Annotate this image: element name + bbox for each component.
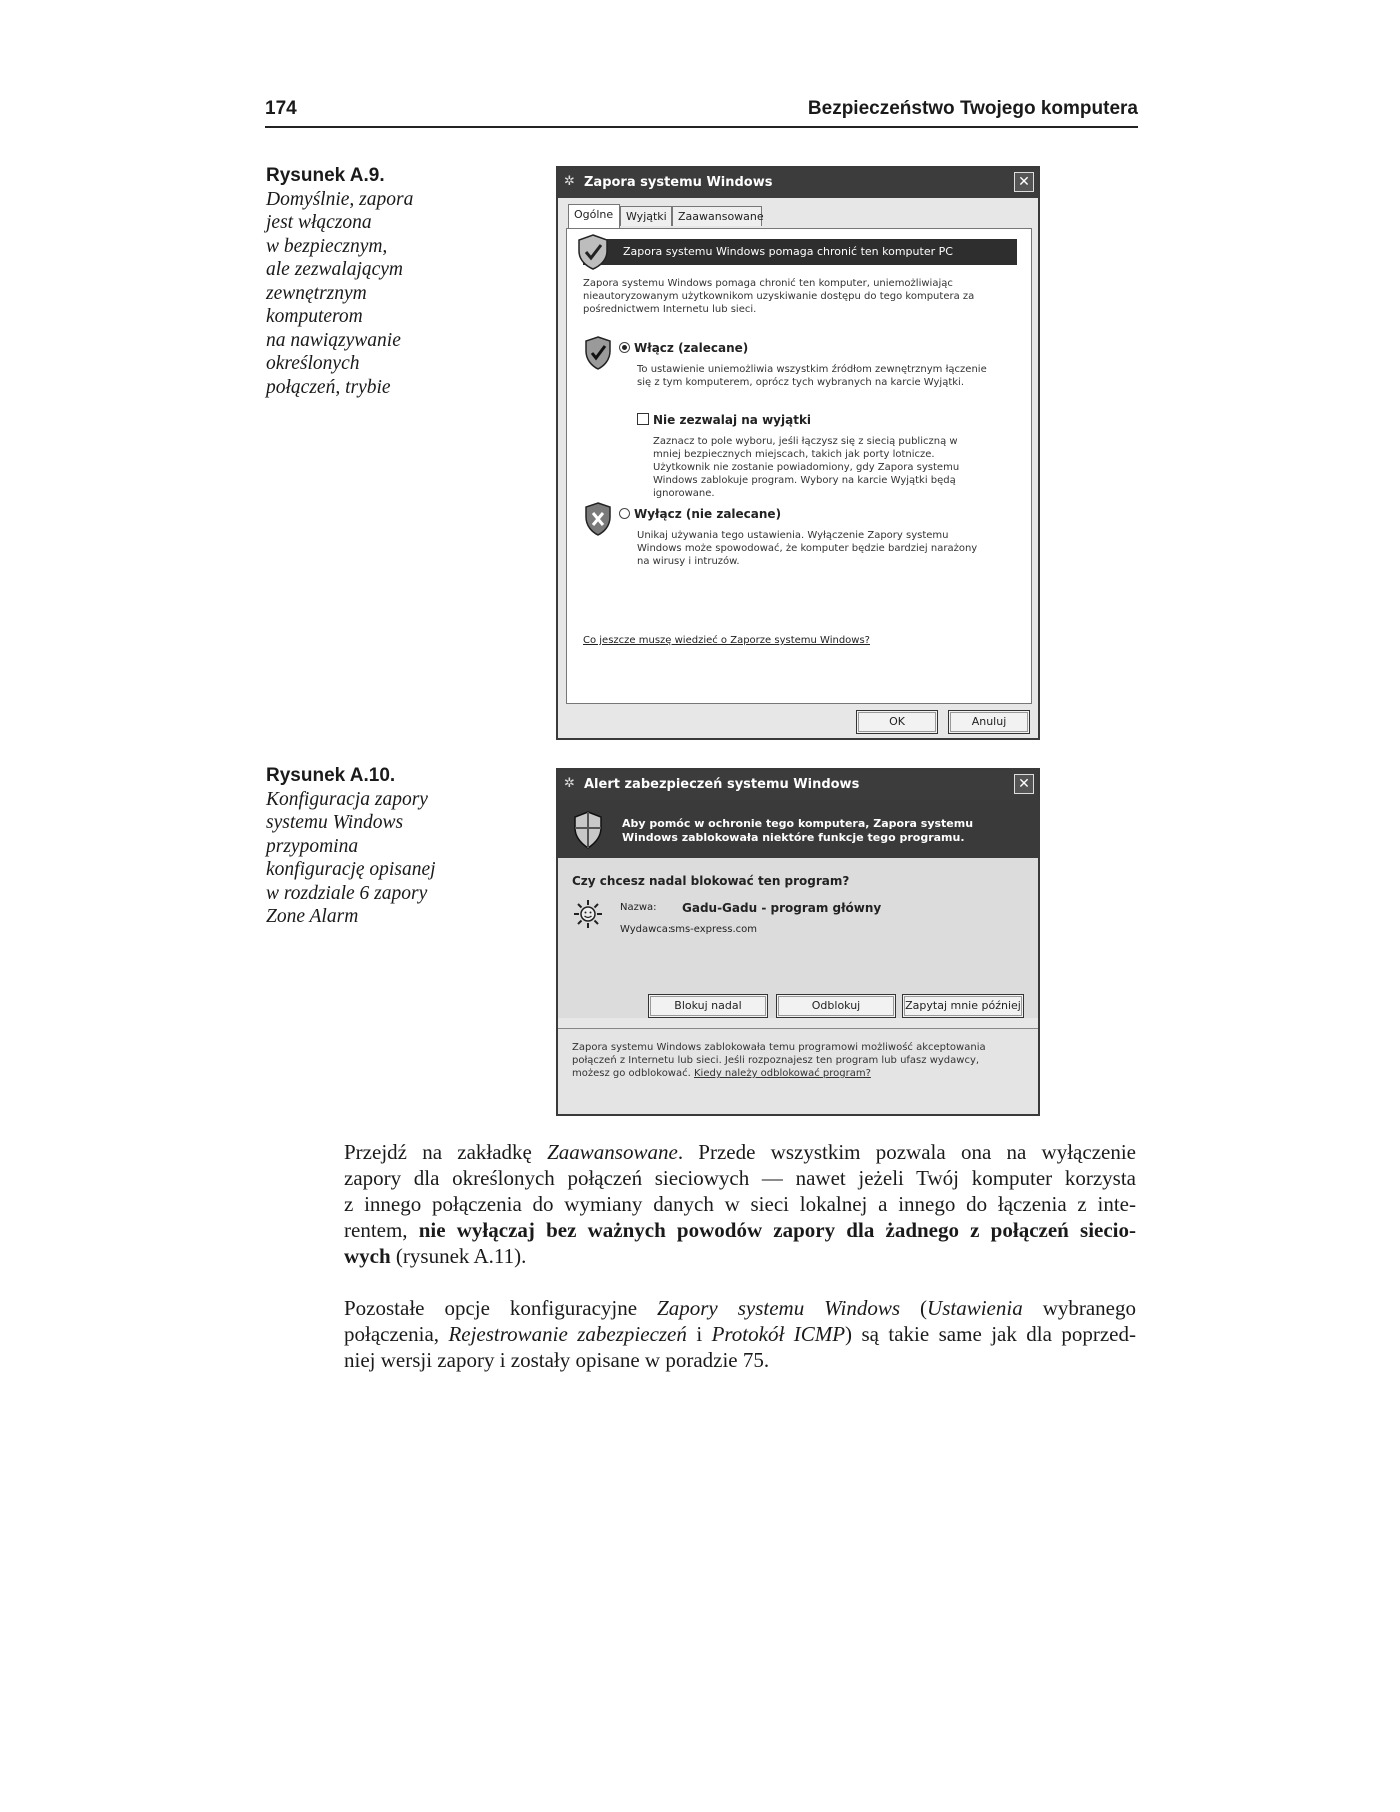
publisher-label: Wydawca: [620, 924, 672, 935]
text-run-italic: Zapory systemu Windows [657, 1296, 901, 1320]
desc-line: Użytkownik nie zostanie powiadomiony, gdy Zapora systemu [653, 462, 960, 473]
paragraph-line: niej wersji zapory i zostały opisane w poradzie 75. [344, 1348, 770, 1372]
desc-line: Windows może spowodować, że komputer będzie bardziej narażony [637, 543, 978, 554]
text-run: Pozostałe opcje konfiguracyjne [344, 1296, 658, 1320]
text-run-bold: nie wyłączaj bez ważnych powodów zapory dla żadnego z połączeń siecio- [418, 1218, 1136, 1242]
desc-line: Unikaj używania tego ustawienia. Wyłączenie Zapory systemu [637, 530, 949, 541]
caption-line: komputerom [266, 306, 363, 327]
desc-line: To ustawienie uniemożliwia wszystkim źródłom zewnętrznym łączenie [637, 364, 987, 375]
option-on-label: Włącz (zalecane) [634, 341, 749, 355]
name-label: Nazwa: [620, 902, 657, 913]
figure-10-caption [266, 764, 466, 929]
paragraph-1 [344, 1139, 1136, 1269]
caption-line: Domyślnie, zapora [266, 188, 414, 210]
alert-question: Czy chcesz nadal blokować ten program? [572, 874, 850, 888]
caption-line: konfigurację opisanej [266, 859, 436, 880]
desc-line: Windows zablokuje program. Wybory na karcie Wyjątki będą [653, 475, 956, 486]
tab-advanced[interactable]: Zaawansowane [672, 206, 762, 226]
caption-line: w bezpiecznym, [266, 235, 388, 257]
text-run: (rysunek A.11). [390, 1244, 527, 1268]
option-off-description [637, 529, 1017, 568]
ask-later-button[interactable]: Zapytaj mnie później [902, 994, 1024, 1018]
text-run-italic: Protokół ICMP [711, 1322, 846, 1346]
caption-line: ale zezwalającym [266, 259, 404, 280]
figure-10-label: Rysunek A.10. [266, 765, 396, 786]
figure-9-label: Rysunek A.9. [266, 165, 385, 186]
desc-line: mniej bezpiecznych miejscach, takich jak porty lotnicze. [653, 449, 935, 460]
security-alert-dialog [556, 768, 1040, 1116]
caption-line: przypomina [266, 835, 359, 857]
when-unblock-link[interactable]: Kiedy należy odblokować program? [693, 1068, 871, 1079]
keep-blocking-button[interactable]: Blokuj nadal [648, 994, 768, 1018]
caption-line: Zone Alarm [266, 906, 359, 927]
desc-line: na wirusy i intruzów. [637, 556, 740, 567]
banner-text: Zapora systemu Windows pomaga chronić ten komputer PC [623, 245, 953, 258]
caption-line: Konfiguracja zapory [266, 788, 428, 810]
tab-panel-general [566, 228, 1032, 704]
caption-line: określonych [266, 353, 360, 374]
radio-disable-indicator[interactable] [619, 508, 630, 519]
alert-footer-text [572, 1041, 1022, 1080]
close-icon[interactable]: ✕ [1014, 774, 1034, 794]
paragraph-line [344, 1217, 1136, 1243]
caption-line: systemu Windows [266, 812, 404, 833]
radio-disable[interactable] [619, 507, 781, 521]
checkbox-label: Nie zezwalaj na wyjątki [653, 413, 812, 427]
tab-general[interactable]: Ogólne [568, 204, 620, 228]
desc-line: ignorowane. [653, 488, 715, 499]
checkbox-description [653, 435, 1019, 500]
alert-app-icon: ✲ [564, 776, 575, 791]
text-run-italic: Ustawienia [927, 1296, 1023, 1320]
paragraph-line [344, 1295, 1136, 1321]
caption-line: w rozdziale 6 zapory [266, 882, 428, 904]
option-off-label: Wyłącz (nie zalecane) [634, 507, 782, 521]
unblock-button[interactable]: Odblokuj [776, 994, 896, 1018]
firewall-app-icon: ✲ [564, 174, 575, 189]
text-run: wybranego [1022, 1296, 1136, 1320]
name-value: Gadu-Gadu - program główny [682, 901, 882, 915]
help-link[interactable]: Co jeszcze muszę wiedzieć o Zaporze systemu Windows? [583, 635, 870, 646]
caption-line: zewnętrznym [266, 282, 367, 304]
desc-line: Zaznacz to pole wyboru, jeśli łączysz się z siecią publiczną w [653, 436, 958, 447]
text-run-bold: wych [344, 1244, 391, 1268]
text-run-italic: Rejestrowanie zabezpieczeń [448, 1322, 687, 1346]
text-run: ) są takie same jak dla poprzed- [845, 1322, 1136, 1346]
running-header [265, 96, 1138, 128]
shield-check-icon [575, 233, 611, 271]
alert-title: Alert zabezpieczeń systemu Windows [584, 777, 860, 792]
checkbox-no-exceptions[interactable] [637, 413, 811, 427]
security-shield-icon [572, 810, 604, 850]
footer-line: możesz go odblokować. [572, 1068, 691, 1079]
alert-titlebar[interactable] [558, 770, 1038, 800]
firewall-intro [583, 277, 1023, 316]
footer-line: połączeń z Internetu lub sieci. Jeśli rozpoznajesz ten program lub ufasz wydawcy, [572, 1055, 980, 1066]
radio-enable-indicator[interactable] [619, 342, 630, 353]
caption-line: na nawiązywanie [266, 329, 401, 351]
caption-line: połączeń, trybie [266, 376, 391, 398]
shield-off-icon [583, 501, 613, 537]
paragraph-line [344, 1321, 1136, 1347]
text-run: Przejdź na zakładkę [344, 1140, 548, 1164]
firewall-banner [583, 239, 1017, 265]
text-run: i [686, 1322, 712, 1346]
intro-line: pośrednictwem Internetu lub sieci. [583, 304, 757, 315]
option-on-description [637, 363, 1017, 389]
paragraph-2 [344, 1295, 1136, 1373]
firewall-title: Zapora systemu Windows [584, 175, 773, 190]
text-run: rentem, [344, 1218, 419, 1242]
shield-on-icon [583, 335, 613, 371]
radio-enable[interactable] [619, 341, 748, 355]
intro-line: Zapora systemu Windows pomaga chronić ten komputer, uniemożliwiając [583, 278, 953, 289]
checkbox-indicator[interactable] [637, 413, 649, 425]
text-run: . Przede wszystkim pozwala ona na wyłączenie [677, 1140, 1136, 1164]
alert-header-line: Aby pomóc w ochronie tego komputera, Zapora systemu [622, 817, 974, 830]
close-icon[interactable]: ✕ [1014, 172, 1034, 192]
text-run-italic: Zaawansowane [547, 1140, 678, 1164]
ok-button[interactable]: OK [856, 710, 938, 734]
cancel-button[interactable]: Anuluj [948, 710, 1030, 734]
firewall-titlebar[interactable] [558, 168, 1038, 198]
footer-line: Zapora systemu Windows zablokowała temu programowi możliwość akceptowania [572, 1042, 986, 1053]
figure-9-caption [266, 164, 466, 399]
alert-footer [558, 1028, 1038, 1114]
caption-line: jest włączona [266, 212, 372, 233]
paragraph-line [344, 1139, 1136, 1165]
paragraph-line: z innego połączenia do wymiany danych w sieci lokalnej a innego do łączenia z inte- [344, 1192, 1136, 1216]
intro-line: nieautoryzowanym użytkownikom uzyskiwanie dostępu do tego komputera za [583, 291, 975, 302]
running-title: Bezpieczeństwo Twojego komputera [807, 98, 1138, 119]
page-number: 174 [265, 98, 297, 119]
desc-line: się z tym komputerem, oprócz tych wybranych na karcie Wyjątki. [637, 377, 965, 388]
paragraph-line: zapory dla określonych połączeń sieciowych — nawet jeżeli Twój komputer korzysta [344, 1166, 1136, 1190]
firewall-dialog [556, 166, 1040, 740]
paragraph-line [344, 1243, 1136, 1269]
gadu-gadu-sun-icon [572, 898, 604, 930]
publisher-value: sms-express.com [670, 924, 758, 935]
text-run: połączenia, [344, 1322, 449, 1346]
tab-exceptions[interactable]: Wyjątki [620, 206, 672, 226]
alert-header-line: Windows zablokowała niektóre funkcje tego programu. [622, 831, 965, 844]
alert-header [558, 800, 1038, 858]
text-run: ( [900, 1296, 928, 1320]
